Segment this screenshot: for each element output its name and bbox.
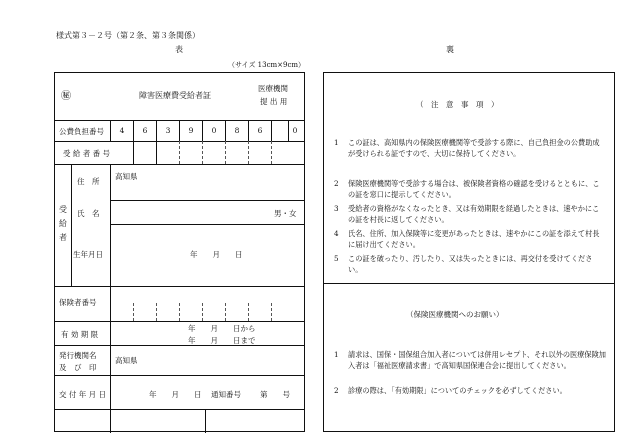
payer-digit: 8 [234, 126, 240, 135]
payer-digit: 0 [211, 126, 217, 135]
recipient-vertical-label: 受給者 [59, 205, 67, 242]
notes-heading: （ 注 意 事 項 ） [416, 100, 499, 109]
issuer-label-2: 及 び 印 [59, 363, 97, 372]
issue-date-value: 年 月 日 [149, 390, 202, 399]
issuer-value: 高知県 [115, 356, 138, 365]
request-item: 2 診療の際は、「有効期限」についてのチェックを必ずしてください。 [334, 386, 567, 395]
submit-label-1: 医療機関 [258, 84, 288, 93]
address-value: 高知県 [115, 172, 138, 181]
size-note: （サイズ 13cm×9cm） [228, 61, 306, 69]
validity-to: 年 月 日まで [188, 336, 256, 345]
back-card [323, 72, 615, 432]
request-heading: （保険医療機関へのお願い） [406, 310, 504, 319]
issue-date-label: 交 付 年 月 日 [59, 390, 107, 399]
validity-from: 年 月 日から [188, 324, 256, 333]
birth-value: 年 月 日 [190, 250, 243, 259]
validity-label: 有 効 期 限 [61, 330, 99, 339]
note-item: 2 保険医療機関等で受診する場合は、被保険者資格の確認を受けるとともに、この証を窓口に提示してください。 [334, 179, 600, 199]
seal-mark: ㊙ [61, 91, 71, 102]
front-label: 表 [175, 45, 183, 54]
form-number: 様式第３－２号（第２条、第３条関係） [56, 31, 200, 40]
payer-label: 公費負担番号 [59, 127, 104, 136]
birth-label: 生年月日 [73, 250, 103, 259]
address-label: 住 所 [77, 177, 100, 186]
insured-number-label: 保険者番号 [59, 298, 97, 307]
back-label: 裏 [446, 45, 454, 54]
payer-digit: 6 [257, 126, 263, 135]
front-card [54, 72, 305, 432]
notice-number-label: 通知番号 [211, 390, 241, 399]
payer-digit: 0 [292, 126, 298, 135]
payer-digit: 4 [119, 126, 125, 135]
card-title: 障害医療費受給者証 [139, 91, 211, 100]
payer-digit: 9 [188, 126, 194, 135]
name-label: 氏 名 [77, 209, 100, 218]
request-item: 1 請求は、国保・国保組合加入者については併用レセプト、それ以外の医療保険加入者は「福祉医療請求書」で高知県国保連合会に提出してください。 [334, 350, 606, 370]
payer-digit: 6 [142, 126, 148, 135]
recipient-number-label: 受 給 者 番 号 [63, 149, 111, 158]
gender-value: 男・女 [274, 209, 297, 218]
submit-label-2: 提 出 用 [260, 97, 288, 106]
issuer-label-1: 発行機関名 [59, 351, 97, 360]
payer-digit: 3 [165, 126, 171, 135]
note-item: 1 この証は、高知県内の保険医療機関等で受診する際に、自己負担金の公費助成が受けられる証ですので、大切に保持してください。 [334, 138, 600, 158]
note-item: 5 この証を破ったり、汚したり、又は失ったときには、再交付を受けてください。 [334, 254, 593, 274]
note-item: 4 氏名、住所、加入保険等に変更があったときは、速やかにこの証を添えて村長に届け出てください。 [334, 229, 600, 249]
notice-number-suffix: 第 号 [260, 390, 290, 399]
note-item: 3 受給者の資格がなくなったとき、又は有効期限を経過したときは、速やかにこの証を村長に返してください。 [334, 204, 600, 224]
